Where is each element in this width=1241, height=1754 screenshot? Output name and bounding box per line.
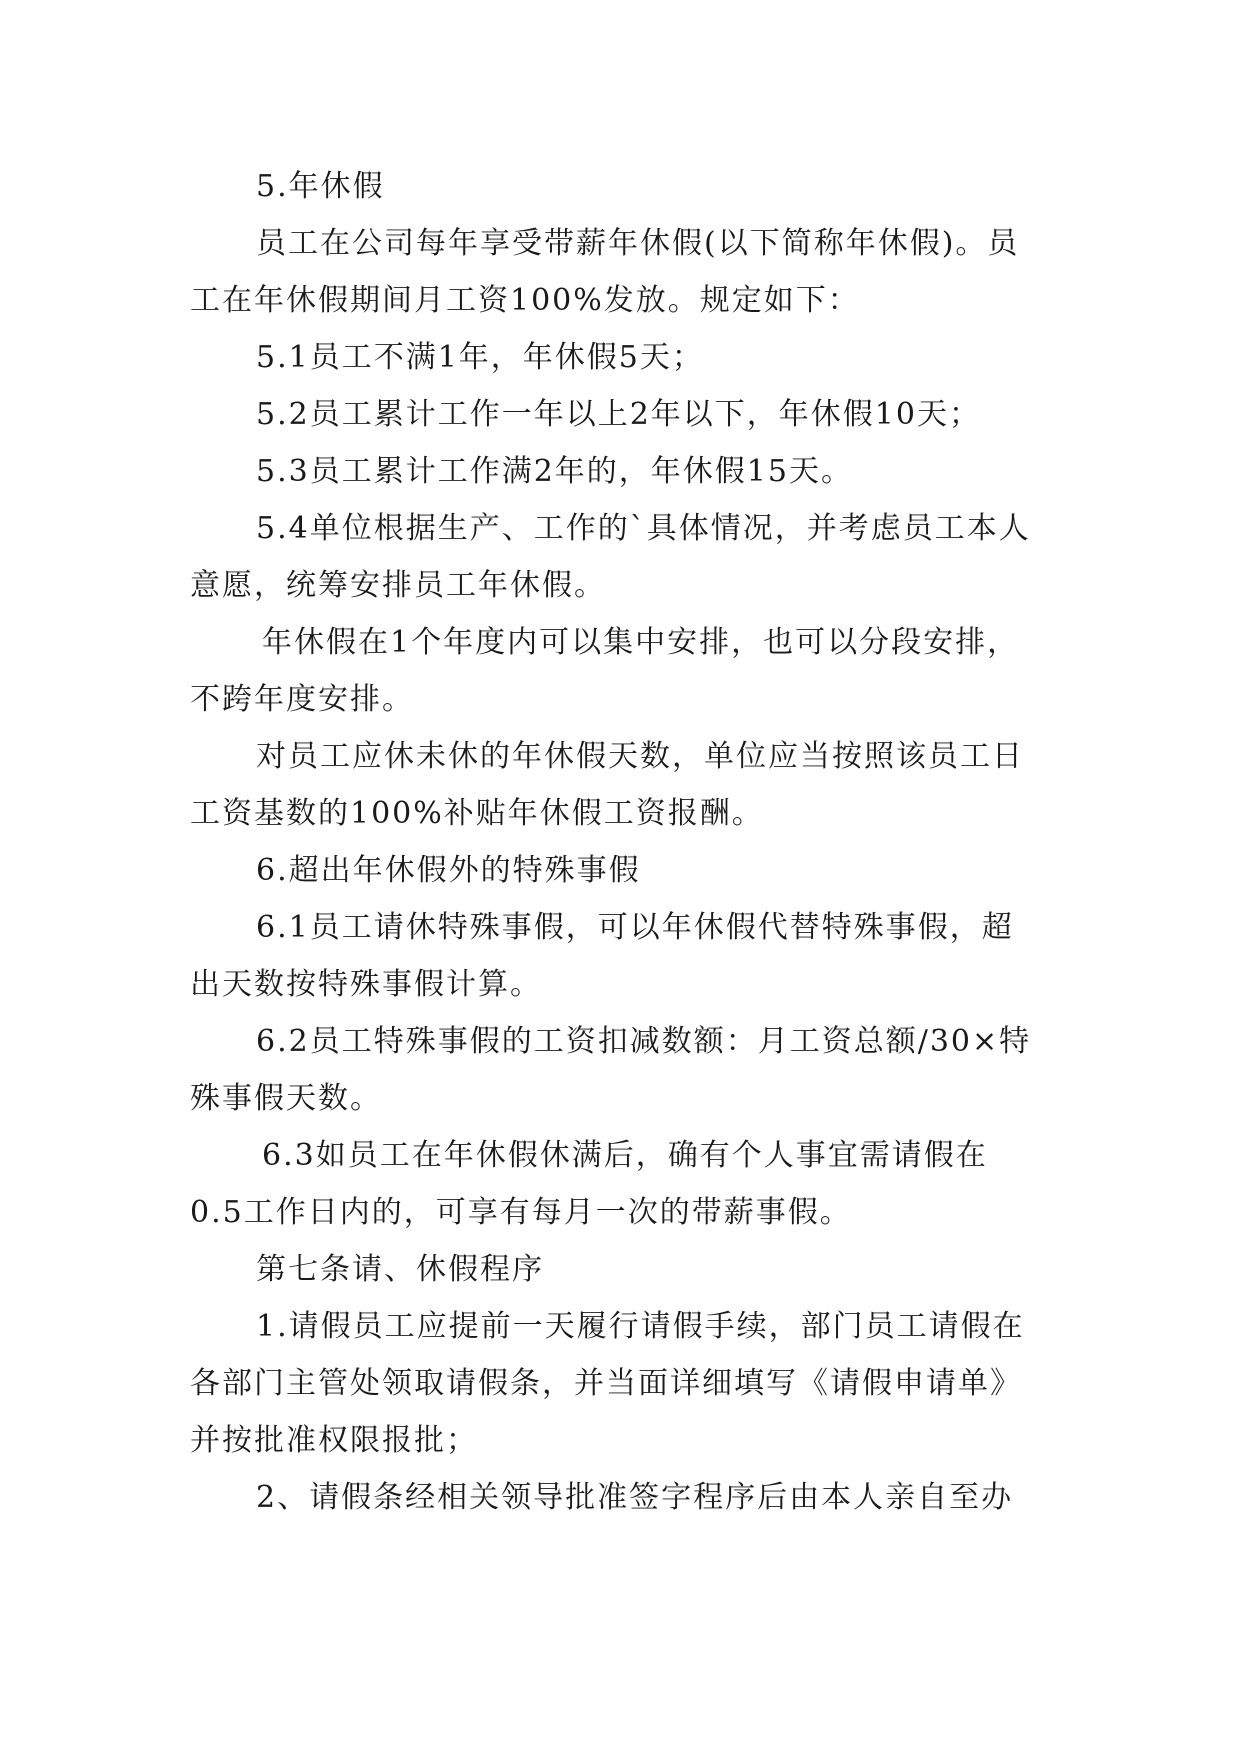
- paragraph-line: 并按批准权限报批；: [190, 1423, 478, 1458]
- list-item: 5.1员工不满1年，年休假5天；: [256, 340, 704, 375]
- paragraph-line: 不跨年度安排。: [190, 682, 414, 717]
- section-heading-article-seven: 第七条请、休假程序: [256, 1252, 544, 1287]
- list-item: 2、请假条经相关领导批准签字程序后由本人亲自至办: [256, 1480, 1014, 1515]
- paragraph-line: 员工在公司每年享受带薪年休假(以下简称年休假)。员: [256, 226, 1020, 261]
- section-heading-special-leave: 6.超出年休假外的特殊事假: [256, 853, 641, 888]
- paragraph-line: 意愿，统筹安排员工年休假。: [190, 568, 606, 603]
- list-item: 6.1员工请休特殊事假，可以年休假代替特殊事假，超: [256, 910, 1014, 945]
- list-item: 5.4单位根据生产、工作的`具体情况，并考虑员工本人: [256, 511, 1031, 546]
- paragraph-line: 0.5工作日内的，可享有每月一次的带薪事假。: [190, 1195, 852, 1230]
- paragraph-line: 殊事假天数。: [190, 1081, 382, 1116]
- list-item: 1.请假员工应提前一天履行请假手续，部门员工请假在: [256, 1309, 1025, 1344]
- paragraph-line: 工资基数的100%补贴年休假工资报酬。: [190, 796, 764, 831]
- paragraph-line: 工在年休假期间月工资100%发放。规定如下：: [190, 283, 860, 318]
- list-item: 5.2员工累计工作一年以上2年以下，年休假10天；: [256, 397, 981, 432]
- paragraph-line: 各部门主管处领取请假条，并当面详细填写《请假申请单》: [190, 1366, 1022, 1401]
- paragraph-line: 对员工应休未休的年休假天数，单位应当按照该员工日: [256, 739, 1024, 774]
- document-body: [190, 158, 1050, 1526]
- list-item: 6.3如员工在年休假休满后，确有个人事宜需请假在: [262, 1138, 988, 1173]
- section-heading-annual-leave: 5.年休假: [256, 169, 385, 204]
- list-item: 6.2员工特殊事假的工资扣减数额：月工资总额/30×特: [256, 1024, 1032, 1059]
- paragraph-line: 年休假在1个年度内可以集中安排，也可以分段安排，: [262, 625, 1020, 660]
- paragraph-line: 出天数按特殊事假计算。: [190, 967, 542, 1002]
- list-item: 5.3员工累计工作满2年的，年休假15天。: [256, 454, 853, 489]
